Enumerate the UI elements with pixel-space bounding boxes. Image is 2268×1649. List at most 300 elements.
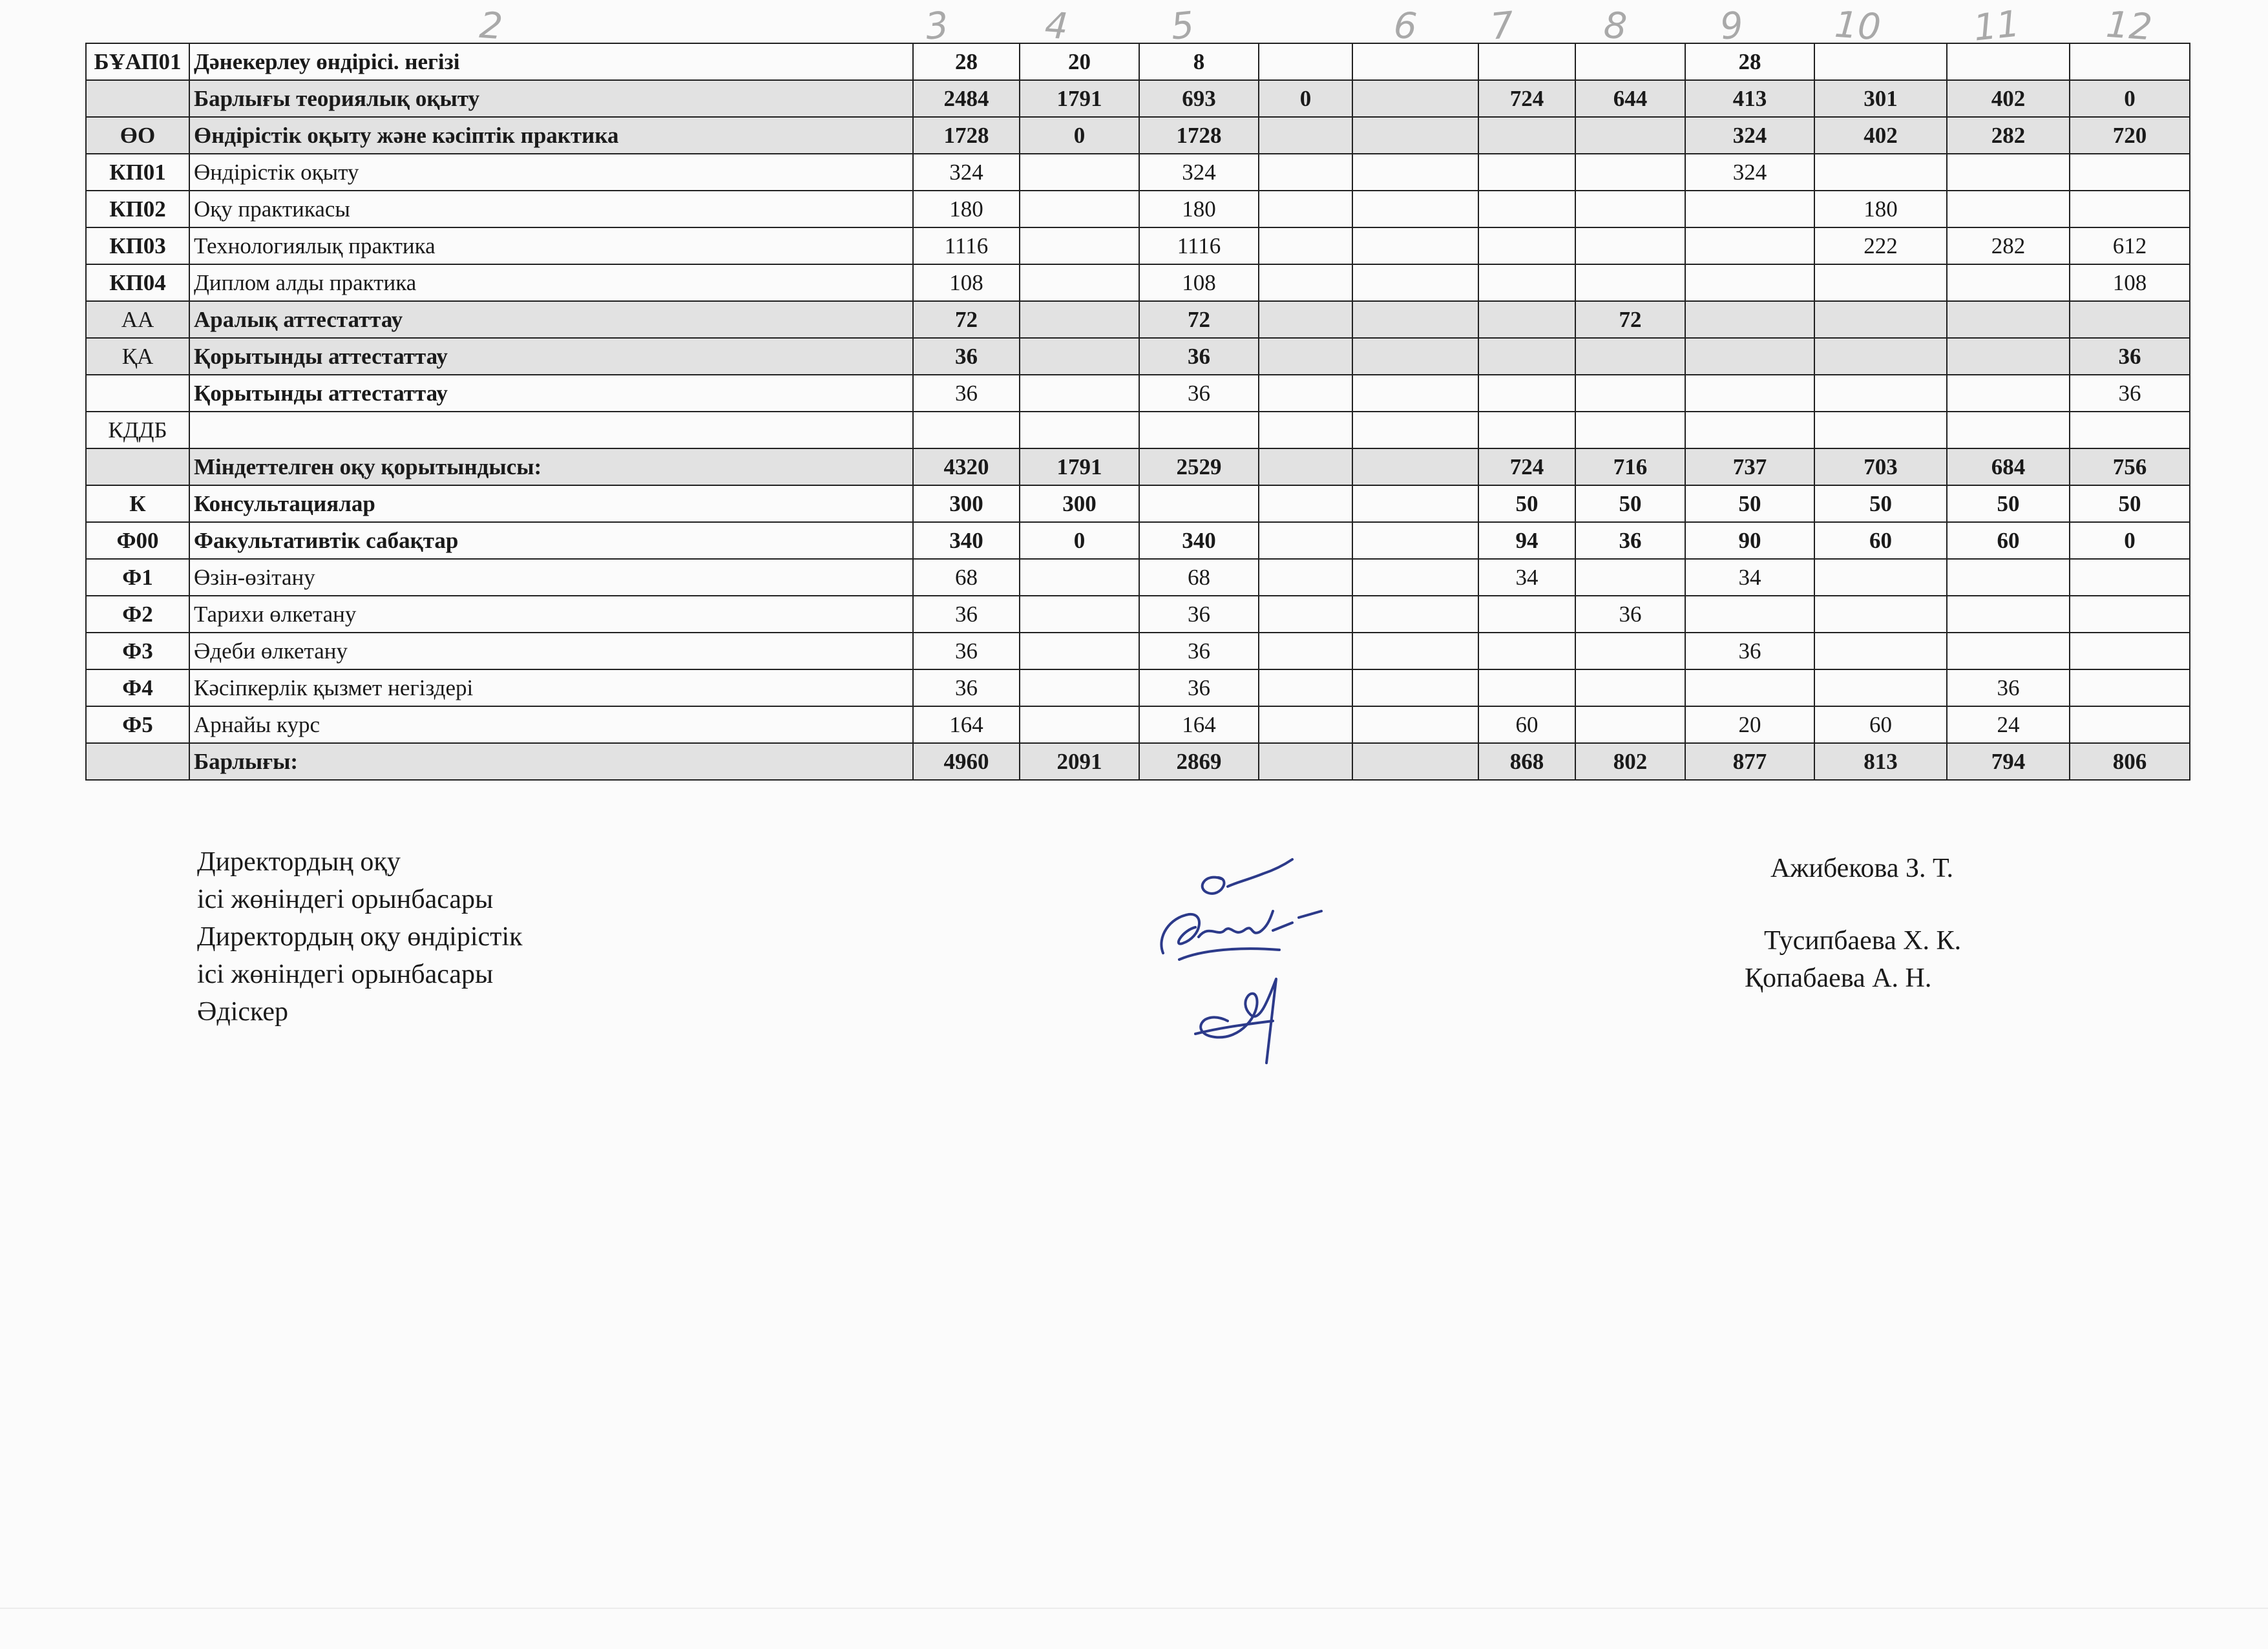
role-line: ісі жөніндегі орынбасары: [197, 960, 494, 989]
table-cell: 877: [1685, 743, 1814, 780]
table-cell: [1259, 412, 1352, 448]
table-cell: 222: [1814, 227, 1947, 264]
row-name: Барлығы теориялық оқыту: [189, 80, 913, 117]
table-cell: [913, 412, 1020, 448]
table-cell: 34: [1685, 559, 1814, 596]
table-cell: 36: [1685, 633, 1814, 669]
table-row: [86, 154, 2190, 191]
table-cell: [1020, 301, 1139, 338]
table-cell: 108: [2070, 264, 2190, 301]
table-cell: [1259, 485, 1352, 522]
table-cell: [1352, 596, 1478, 633]
table-cell: [2070, 191, 2190, 227]
table-cell: 720: [2070, 117, 2190, 154]
row-code: Ф00: [86, 522, 189, 559]
table-cell: 868: [1478, 743, 1575, 780]
table-cell: 1116: [913, 227, 1020, 264]
table-cell: 20: [1685, 706, 1814, 743]
table-cell: 36: [2070, 338, 2190, 375]
row-name: Өндірістік оқыту және кәсіптік практика: [189, 117, 913, 154]
table-cell: [1478, 633, 1575, 669]
table-cell: [1352, 154, 1478, 191]
table-cell: [1478, 227, 1575, 264]
table-cell: 8: [1139, 43, 1259, 80]
row-name: Қорытынды аттестаттау: [189, 375, 913, 412]
column-number: 10: [1833, 3, 1882, 49]
table-cell: 802: [1575, 743, 1685, 780]
table-cell: [1478, 301, 1575, 338]
table-cell: [1352, 559, 1478, 596]
table-cell: 737: [1685, 448, 1814, 485]
table-cell: [1478, 117, 1575, 154]
table-cell: [1685, 227, 1814, 264]
table-cell: 164: [1139, 706, 1259, 743]
role-line: Әдіскер: [197, 997, 289, 1027]
table-cell: [2070, 412, 2190, 448]
table-cell: [1259, 448, 1352, 485]
role-line: Директордың оқу өндірістік: [197, 922, 523, 952]
table-cell: 724: [1478, 448, 1575, 485]
table-cell: 0: [2070, 522, 2190, 559]
table-cell: [1259, 117, 1352, 154]
table-cell: 413: [1685, 80, 1814, 117]
table-cell: [1947, 338, 2070, 375]
table-cell: 644: [1575, 80, 1685, 117]
table-cell: 108: [1139, 264, 1259, 301]
table-row: [86, 227, 2190, 264]
row-code: К: [86, 485, 189, 522]
table-cell: [1814, 559, 1947, 596]
table-cell: [1814, 596, 1947, 633]
table-cell: 2529: [1139, 448, 1259, 485]
table-cell: 36: [913, 633, 1020, 669]
table-cell: 28: [913, 43, 1020, 80]
table-cell: [2070, 559, 2190, 596]
table-cell: 60: [1478, 706, 1575, 743]
table-cell: [1947, 154, 2070, 191]
table-cell: [2070, 154, 2190, 191]
table-row: [86, 522, 2190, 559]
row-name: Факультативтік сабақтар: [189, 522, 913, 559]
table-cell: 36: [1139, 375, 1259, 412]
table-cell: 36: [1575, 596, 1685, 633]
row-code: КДДБ: [86, 412, 189, 448]
table-cell: [1947, 191, 2070, 227]
table-cell: [1352, 522, 1478, 559]
table-cell: 0: [1020, 117, 1139, 154]
table-cell: 28: [1685, 43, 1814, 80]
table-cell: [1814, 264, 1947, 301]
table-cell: [1814, 375, 1947, 412]
table-cell: 36: [913, 596, 1020, 633]
table-cell: [1814, 338, 1947, 375]
table-cell: 324: [913, 154, 1020, 191]
table-cell: [1575, 154, 1685, 191]
table-cell: 50: [1685, 485, 1814, 522]
table-cell: [1478, 596, 1575, 633]
table-cell: 324: [1685, 154, 1814, 191]
table-cell: 300: [1020, 485, 1139, 522]
table-cell: [1685, 412, 1814, 448]
signer-name: Ажибекова З. Т.: [1770, 854, 1953, 883]
table-cell: [1020, 559, 1139, 596]
table-cell: [1478, 338, 1575, 375]
table-row: [86, 301, 2190, 338]
table-cell: [1259, 191, 1352, 227]
table-cell: 60: [1814, 522, 1947, 559]
row-name: [189, 412, 913, 448]
row-name: Аралық аттестаттау: [189, 301, 913, 338]
table-row: [86, 80, 2190, 117]
table-cell: 703: [1814, 448, 1947, 485]
table-cell: 72: [913, 301, 1020, 338]
table-cell: [1814, 412, 1947, 448]
signature-roles: [197, 843, 523, 1031]
table-cell: [1947, 43, 2070, 80]
table-cell: [1575, 559, 1685, 596]
row-name: Диплом алды практика: [189, 264, 913, 301]
column-number: 5: [1168, 4, 1197, 48]
table-row: [86, 559, 2190, 596]
table-row: [86, 706, 2190, 743]
table-cell: [2070, 43, 2190, 80]
table-cell: [1259, 559, 1352, 596]
row-code: Ф1: [86, 559, 189, 596]
table-cell: [1259, 338, 1352, 375]
table-cell: [1352, 633, 1478, 669]
table-cell: [1575, 43, 1685, 80]
table-cell: [1020, 191, 1139, 227]
table-cell: [1575, 375, 1685, 412]
table-row: [86, 448, 2190, 485]
table-cell: 90: [1685, 522, 1814, 559]
table-cell: [1575, 706, 1685, 743]
table-cell: [1947, 412, 2070, 448]
table-cell: 340: [1139, 522, 1259, 559]
table-cell: 24: [1947, 706, 2070, 743]
table-cell: [1259, 264, 1352, 301]
table-cell: [1020, 633, 1139, 669]
table-cell: [1947, 559, 2070, 596]
table-cell: 50: [2070, 485, 2190, 522]
row-code: Ф4: [86, 669, 189, 706]
table-cell: 36: [1947, 669, 2070, 706]
table-row: [86, 117, 2190, 154]
row-code: КП01: [86, 154, 189, 191]
table-cell: [1947, 264, 2070, 301]
column-number: 9: [1717, 4, 1746, 48]
table-cell: [1352, 43, 1478, 80]
table-cell: [2070, 301, 2190, 338]
table-cell: 36: [1139, 338, 1259, 375]
table-row: [86, 43, 2190, 80]
table-cell: 1116: [1139, 227, 1259, 264]
table-cell: 300: [913, 485, 1020, 522]
table-cell: 50: [1947, 485, 2070, 522]
table-cell: [1020, 154, 1139, 191]
table-cell: 4960: [913, 743, 1020, 780]
table-cell: 94: [1478, 522, 1575, 559]
table-cell: [1352, 743, 1478, 780]
table-cell: [1685, 338, 1814, 375]
table-cell: 2484: [913, 80, 1020, 117]
row-code: Ф2: [86, 596, 189, 633]
table-cell: 180: [1814, 191, 1947, 227]
table-cell: [1947, 301, 2070, 338]
row-name: Міндеттелген оқу қорытындысы:: [189, 448, 913, 485]
table-cell: 108: [913, 264, 1020, 301]
row-name: Технологиялық практика: [189, 227, 913, 264]
table-cell: [1259, 522, 1352, 559]
table-row: [86, 338, 2190, 375]
table-cell: 0: [2070, 80, 2190, 117]
table-cell: [1352, 264, 1478, 301]
row-name: Арнайы курс: [189, 706, 913, 743]
table-cell: [1352, 117, 1478, 154]
table-cell: 794: [1947, 743, 2070, 780]
table-cell: [1020, 375, 1139, 412]
table-cell: 72: [1139, 301, 1259, 338]
table-cell: 0: [1020, 522, 1139, 559]
table-cell: [1352, 669, 1478, 706]
table-cell: 34: [1478, 559, 1575, 596]
table-row: [86, 669, 2190, 706]
table-cell: [1259, 375, 1352, 412]
table-cell: 68: [1139, 559, 1259, 596]
row-code: [86, 80, 189, 117]
table-cell: [1020, 264, 1139, 301]
table-cell: 806: [2070, 743, 2190, 780]
table-cell: [2070, 596, 2190, 633]
table-cell: [1352, 448, 1478, 485]
table-cell: 180: [913, 191, 1020, 227]
table-cell: 36: [1139, 669, 1259, 706]
table-cell: [2070, 633, 2190, 669]
table-cell: 180: [1139, 191, 1259, 227]
table-cell: 813: [1814, 743, 1947, 780]
row-name: Өндірістік оқыту: [189, 154, 913, 191]
table-row: [86, 412, 2190, 448]
table-cell: [1259, 154, 1352, 191]
table-cell: 724: [1478, 80, 1575, 117]
row-code: КП03: [86, 227, 189, 264]
table-cell: 0: [1259, 80, 1352, 117]
table-row: [86, 375, 2190, 412]
scan-edge-line: [0, 1608, 2268, 1609]
column-number: 3: [923, 4, 951, 48]
row-code: КП04: [86, 264, 189, 301]
table-cell: 60: [1947, 522, 2070, 559]
table-cell: [1575, 117, 1685, 154]
table-cell: 4320: [913, 448, 1020, 485]
table-cell: 36: [2070, 375, 2190, 412]
table-cell: [1020, 227, 1139, 264]
table-row: [86, 485, 2190, 522]
table-cell: 612: [2070, 227, 2190, 264]
table-cell: [1575, 338, 1685, 375]
row-name: Тарихи өлкетану: [189, 596, 913, 633]
table-cell: 50: [1814, 485, 1947, 522]
row-name: Оқу практикасы: [189, 191, 913, 227]
curriculum-table: [85, 43, 2190, 781]
table-cell: [1814, 633, 1947, 669]
row-code: [86, 375, 189, 412]
table-cell: 301: [1814, 80, 1947, 117]
table-cell: [2070, 706, 2190, 743]
table-cell: [1685, 596, 1814, 633]
table-cell: 36: [913, 338, 1020, 375]
table-cell: 693: [1139, 80, 1259, 117]
table-cell: [1685, 669, 1814, 706]
table-cell: [1947, 633, 2070, 669]
table-row: [86, 264, 2190, 301]
table-cell: 716: [1575, 448, 1685, 485]
table-cell: [1020, 596, 1139, 633]
table-cell: [1478, 43, 1575, 80]
column-number: 12: [2105, 3, 2154, 49]
table-cell: [1685, 301, 1814, 338]
table-cell: 36: [913, 669, 1020, 706]
table-cell: [1575, 669, 1685, 706]
row-code: [86, 448, 189, 485]
table-cell: [1352, 191, 1478, 227]
table-cell: [1352, 338, 1478, 375]
table-cell: 50: [1478, 485, 1575, 522]
table-cell: 2869: [1139, 743, 1259, 780]
table-cell: [1352, 485, 1478, 522]
column-number: 2: [478, 4, 505, 48]
table-cell: [1259, 596, 1352, 633]
table-cell: [1020, 706, 1139, 743]
table-cell: [1020, 412, 1139, 448]
table-row: [86, 633, 2190, 669]
table-cell: 402: [1947, 80, 2070, 117]
row-name: Әдеби өлкетану: [189, 633, 913, 669]
column-number: 4: [1043, 4, 1070, 48]
table-cell: [1259, 743, 1352, 780]
table-cell: [1814, 669, 1947, 706]
table-cell: [1575, 191, 1685, 227]
row-code: ҚА: [86, 338, 189, 375]
table-cell: 20: [1020, 43, 1139, 80]
table-cell: [1352, 706, 1478, 743]
table-cell: 684: [1947, 448, 2070, 485]
table-cell: [2070, 669, 2190, 706]
table-cell: 756: [2070, 448, 2190, 485]
table-cell: [1259, 301, 1352, 338]
table-cell: 2091: [1020, 743, 1139, 780]
table-cell: 36: [1139, 596, 1259, 633]
column-number: 11: [1971, 3, 2022, 50]
table-cell: [1685, 191, 1814, 227]
table-cell: [1478, 412, 1575, 448]
table-row: [86, 743, 2190, 780]
row-code: АА: [86, 301, 189, 338]
row-code: Ф3: [86, 633, 189, 669]
table-cell: [1020, 669, 1139, 706]
table-cell: 164: [913, 706, 1020, 743]
table-row: [86, 191, 2190, 227]
table-cell: 36: [913, 375, 1020, 412]
table-cell: 68: [913, 559, 1020, 596]
table-cell: 36: [1139, 633, 1259, 669]
table-cell: [1139, 485, 1259, 522]
table-cell: 324: [1139, 154, 1259, 191]
row-name: Барлығы:: [189, 743, 913, 780]
table-cell: [1352, 227, 1478, 264]
table-cell: 1791: [1020, 80, 1139, 117]
table-cell: [1814, 301, 1947, 338]
table-cell: 340: [913, 522, 1020, 559]
table-cell: 36: [1575, 522, 1685, 559]
table-cell: [1575, 412, 1685, 448]
row-name: Қорытынды аттестаттау: [189, 338, 913, 375]
table-cell: [1685, 375, 1814, 412]
table-cell: 1791: [1020, 448, 1139, 485]
signer-name: Қопабаева А. Н.: [1745, 963, 1932, 993]
table-cell: [1478, 264, 1575, 301]
handwritten-signatures: [1144, 840, 1422, 1098]
table-cell: 50: [1575, 485, 1685, 522]
table-cell: [1352, 375, 1478, 412]
table-cell: [1259, 706, 1352, 743]
table-cell: [1352, 412, 1478, 448]
table-cell: [1352, 80, 1478, 117]
table-cell: [1814, 43, 1947, 80]
column-number: 6: [1392, 4, 1419, 48]
table-cell: [1259, 43, 1352, 80]
table-cell: 1728: [1139, 117, 1259, 154]
role-line: ісі жөніндегі орынбасары: [197, 885, 494, 914]
row-name: Өзін-өзітану: [189, 559, 913, 596]
row-name: Дәнекерлеу өндірісі. негізі: [189, 43, 913, 80]
table-cell: 282: [1947, 227, 2070, 264]
table-cell: [1352, 301, 1478, 338]
table-cell: 1728: [913, 117, 1020, 154]
table-cell: [1259, 669, 1352, 706]
table-cell: 60: [1814, 706, 1947, 743]
row-name: Консультациялар: [189, 485, 913, 522]
table-body: [86, 43, 2190, 780]
row-code: ӨО: [86, 117, 189, 154]
role-line: Директордың оқу: [197, 847, 401, 877]
table-cell: [1259, 227, 1352, 264]
table-cell: [1478, 154, 1575, 191]
row-code: Ф5: [86, 706, 189, 743]
table-cell: 282: [1947, 117, 2070, 154]
table-cell: 72: [1575, 301, 1685, 338]
table-cell: 402: [1814, 117, 1947, 154]
row-code: КП02: [86, 191, 189, 227]
table-cell: [1575, 264, 1685, 301]
table-cell: [1478, 191, 1575, 227]
table-row: [86, 596, 2190, 633]
table-cell: [1814, 154, 1947, 191]
table-cell: [1139, 412, 1259, 448]
table-cell: [1020, 338, 1139, 375]
table-cell: [1478, 669, 1575, 706]
table-cell: [1259, 633, 1352, 669]
column-number: 8: [1602, 4, 1629, 48]
column-number: 7: [1488, 4, 1517, 48]
row-name: Кәсіпкерлік қызмет негіздері: [189, 669, 913, 706]
table-cell: [1685, 264, 1814, 301]
table-cell: [1478, 375, 1575, 412]
table-cell: [1575, 633, 1685, 669]
table-cell: [1947, 596, 2070, 633]
table-cell: [1575, 227, 1685, 264]
signer-name: Тусипбаева Х. К.: [1764, 926, 1962, 956]
